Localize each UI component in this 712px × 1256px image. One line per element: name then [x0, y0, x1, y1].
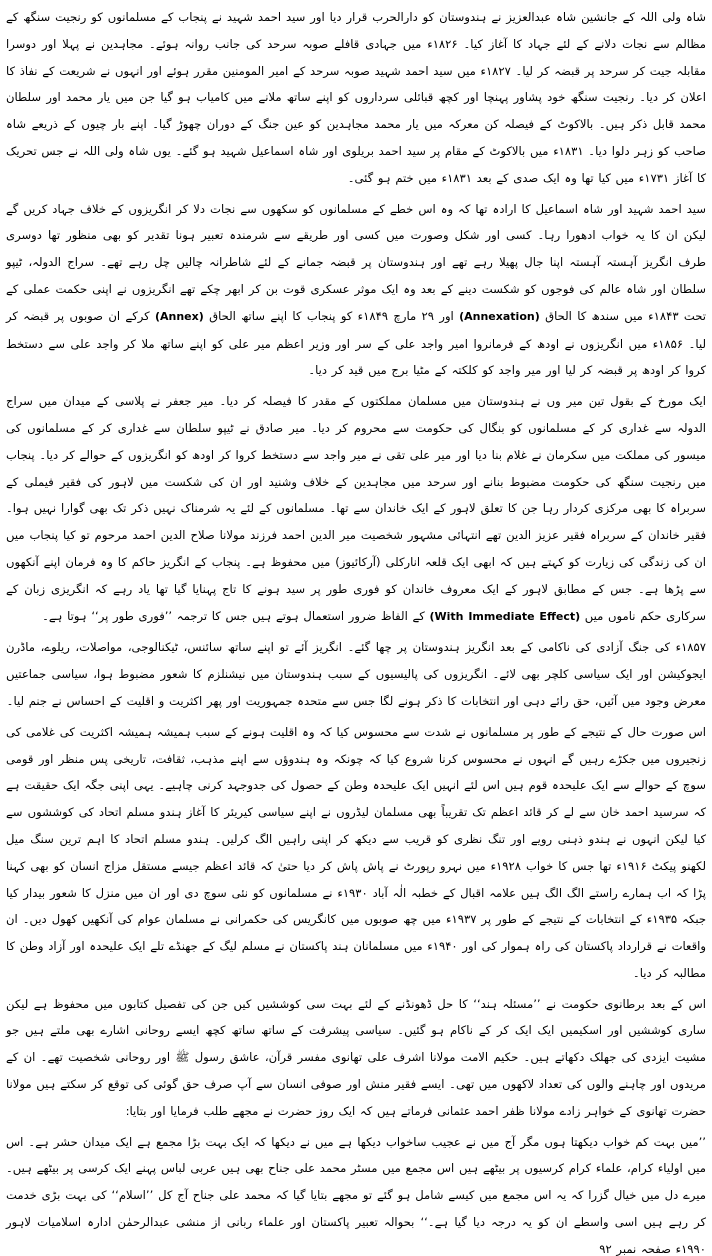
- english-term: (Annexation): [459, 309, 540, 323]
- paragraph-text: شاہ ولی اللہ کے جانشین شاہ عبدالعزیز نے ہندوستان کو دارالحرب قرار دیا اور سید احمد شہید نے پنجاب کے مسلمانوں کو رنجیت سنگھ کے مظالم سے نجات دلانے کے لئے جہاد کا آغاز کیا۔ ۱۸۲۶ء میں جہادی قافلے صوبہ سرحد کی جانب روانہ ہوئے۔ مجاہدین نے پہلا اور دوسرا مقابلہ جیت کر سرحد پر قبضہ کر لیا۔ ۱۸۲۷ء میں سید احمد شہید صوبہ سرحد کے امیر المومنین مقرر ہوئے اور انہوں نے شریعت کے نفاذ کا اعلان کر دیا۔ رنجیت سنگھ خود پشاور پہنچا اور کچھ قبائلی سرداروں کو اپنے ساتھ ملانے میں کامیاب ہو گیا جن میں یار محمد اور سلطان محمد قابل ذکر ہیں۔ بالاکوٹ کے فیصلہ کن معرکہ میں یار محمد مجاہدین کو عین جنگ کے دوران چھوڑ گیا۔ اپنے بار چیوں کے ذریعے شاہ صاحب کو زہر دلوا دیا۔ ۱۸۳۱ء میں بالاکوٹ کے مقام پر سید احمد بریلوی اور شاہ اسماعیل شہید ہو گئے۔ یوں شاہ ولی اللہ نے جس تحریک کا آغاز ۱۷۳۱ء میں کیا تھا وہ ایک صدی کے بعد ۱۸۳۱ء میں ختم ہو گئی۔: [6, 10, 707, 185]
- paragraph-text: اور ۲۹ مارچ ۱۸۴۹ء کو پنجاب کا اپنے ساتھ الحاق: [203, 308, 460, 323]
- paragraph-text: ایک مورخ کے بقول تین میر وں نے ہندوستان میں مسلمان مملکتوں کے مقدر کا فیصلہ کر دیا۔ میر جعفر نے پلاسی کے میدان میں سراج الدولہ سے غداری کر کے مسلمانوں کو بنگال کی حکومت سے محروم کر دیا۔ میر صادق نے ٹیپو سلطان سے غداری کر کے مسلمانوں کی میسور کی مملکت میں سکرمان نے غلام بنا دیا اور میر علی تقی نے میر واجد سے دستخط کروا کر اودھ کو انگریزوں کے حوالے کر دیا۔ پنجاب میں رنجیت سنگھ کی حکومت مضبوط بنانے اور سرحد میں مجاہدین کے خلاف وشنید اور ان کی شکست میں لاہور کی فقیر فیملی کے سربراہ کا بھی مرکزی کردار رہا جن کا تعلق لاہور کے ایک خاندان سے تھا۔ مسلمانوں کے لئے یہ شرمناک نہیں ذکر تک بھی گوارا نہیں ہوا۔ فقیر خاندان کے سربراہ فقیر عزیز الدین تھے انتہائی مشہور شخصیت میر الدین احمد فرزند مولانا صلاح الدین احمد مرحوم تو کیا پنجاب میں ان کی زندگی کی زیارت کو کہتے ہیں کہ ابھی ایک قلعہ انارکلی (آرکائیوز) میں محفوظ ہے۔ پنجاب کے انگریز حاکم کا وہ فرمان اپنے آنکھوں سے پڑھا ہے۔ جس کے مطابق لاہور کے ایک معروف خاندان کو فوری طور پر سید ہونے کا تاج پہنایا گیا تھا یاد رہے کہ انگریزی زبان کے سرکاری حکم ناموں میں: [6, 394, 706, 623]
- paragraph-text: سید احمد شہید اور شاہ اسماعیل کا ارادہ تھا کہ وہ اس خطے کے مسلمانوں کو سکھوں سے نجات دلا کر انگریزوں کے خلاف جہاد کریں گے لیکن ان کا یہ خواب ادھورا رہا۔ کسی اور شکل وصورت میں کسی اور طریقے سے شرمندہ تعبیر ہونا تقدیر کو بھی منظور تھا دوسری طرف انگریز آہستہ آہستہ اپنا جال پھیلا رہے تھے اور ہندوستان پر قبضہ جمانے کے لئے شاطرانہ چالیں چل رہے تھے۔ سراج الدولہ، ٹیپو سلطان اور شاہ عالم کی فوجوں کو شکست دینے کے بعد وہ ایک موثر عسکری قوت بن کر ابھر چکے تھے انگریزوں نے اپنی حکمت عملی کے تحت ۱۸۴۳ء میں سندھ کا الحاق: [6, 201, 706, 323]
- paragraph: [6, 4, 706, 192]
- paragraph-text: اس کے بعد برطانوی حکومت نے ’’مسئلہ ہند‘‘ کا حل ڈھونڈنے کے لئے بہت سی کوششیں کیں جن کی تفصیل کتابوں میں محفوظ ہے لیکن ساری کوششیں اور اسکیمیں ایک ایک کر کے ناکام ہو گئیں۔ سیاسی پیشرفت کے ساتھ ساتھ کچھ ایسے روحانی اشارے بھی ملتے ہیں جو مشیت ایزدی کی جھلک دکھاتے ہیں۔ حکیم الامت مولانا اشرف علی تھانوی مفسر قرآن، عاشق رسول ﷺ اور روحانی شخصیت تھے۔ ان کے مریدوں اور چاہنے والوں کی تعداد لاکھوں میں تھی۔ ایسے فقیر منش اور صوفی انسان سے آپ صرف حق گوئی کی توقع کر سکتے ہیں مولانا حضرت تھانوی کے خواہر زادے مولانا ظفر احمد عثمانی فرماتے ہیں کہ ایک روز حضرت نے مجھے طلب فرمایا اور بتایا:: [6, 996, 706, 1118]
- paragraph-text: کے الفاظ ضرور استعمال ہوتے ہیں جس کا ترجمہ ’’فوری طور پر‘‘ ہوتا ہے۔: [42, 608, 430, 623]
- paragraph: [6, 1129, 706, 1256]
- english-term: (Annex): [154, 309, 204, 323]
- paragraph-text: ۱۸۵۷ء کی جنگ آزادی کی ناکامی کے بعد انگریز ہندوستان پر چھا گئے۔ انگریز آئے تو اپنے ساتھ سائنس، ٹیکنالوجی، مواصلات، ریلوے، ماڈرن ایجوکیشن اور ایک سیاسی کلچر بھی لائے۔ انگریزوں کی پالیسیوں کے سبب ہندوستان میں نیشنلزم کا شعور مضبوط ہوا، سیاسی جماعتیں معرض وجود میں آئیں، حق رائے دہی اور انتخابات کا ذکر ہونے لگا جس سے متحدہ جمہوریت اور پھر اکثریت و اقلیت کے احساس نے جنم لیا۔: [6, 640, 706, 708]
- paragraph: [6, 196, 706, 385]
- paragraph-text: اس صورت حال کے نتیجے کے طور پر مسلمانوں نے شدت سے محسوس کیا کہ وہ اقلیت ہونے کے سبب ہمیشہ ہمیشہ اکثریت کی غلامی کی زنجیروں میں جکڑے رہیں گے انہوں نے محسوس کرنا شروع کیا کہ چونکہ وہ ہندوؤں سے اپنے مذہب، ثقافت، تاریخی پس منظر اور قومی سوچ کے حوالے سے ایک علیحدہ قوم ہیں اس لئے انہیں ایک علیحدہ وطن کے حصول کی جدوجہد کرنی چاہیے۔ یہی اپنی جگہ ایک حقیقت ہے کہ سرسید احمد خان سے لے کر قائد اعظم تک تقریباً بھی مسلمان لیڈروں نے اپنے سیاسی کیریئر کا آغاز ہندو مسلم اتحاد کی کوششوں سے کیا لیکن انہوں نے ہندو ذہنی رویے اور تنگ نظری کو قریب سے دیکھ کر اپنی راہیں الگ کرلیں۔ ہندو مسلم اتحاد کا اہم ترین سنگ میل لکھنو پیکٹ ۱۹۱۶ء تھا جس کا خواب ۱۹۲۸ء میں نہرو رپورٹ نے پاش پاش کر دیا حتیٰ کہ قائد اعظم جیسے مستقل مزاج انسان کو بھی کہنا پڑا کہ اب ہمارے راستے الگ الگ ہیں علامہ اقبال کے خطبہ الٰہ آباد ۱۹۳۰ء نے مسلمانوں کو نئی سوچ دی اور ان میں منزل کا شعور بیدار کیا جبکہ ۱۹۳۵ء کے انتخابات کے نتیجے کے طور پر ۱۹۳۷ء میں چھ صوبوں میں کانگریس کی حکمرانی نے مسلمان عوام کی آنکھیں کھول دیں۔ ان واقعات نے قرارداد پاکستان کی راہ ہموار کی اور ۱۹۴۰ء میں مسلمانان ہند پاکستان نے مسلم لیگ کے جھنڈے تلے ایک علیحدہ اور آزاد وطن کا مطالبہ کر دیا۔: [6, 724, 707, 980]
- english-term: (With Immediate Effect): [429, 609, 581, 623]
- paragraph-text: ’’میں بہت کم خواب دیکھتا ہوں مگر آج میں نے عجیب ساخواب دیکھا ہے میں نے دیکھا کہ ایک بہت بڑا مجمع ہے ایک میدان حشر ہے۔ اس میں اولیاء کرام، علماء کرام کرسیوں پر بیٹھے ہیں اس مجمع میں مسٹر محمد علی جناح بھی ہیں عربی لباس پہنے ایک کرسی پر بیٹھے ہیں۔ میرے دل میں خیال گزرا کہ یہ اس مجمع میں کیسے شامل ہو گئے تو مجھے بتایا گیا کہ محمد علی جناح آج کل ’’اسلام‘‘ کی بہت بڑی خدمت کر رہے ہیں اسی واسطے ان کو یہ درجہ دیا گیا ہے۔‘‘ بحوالہ تعبیر پاکستان اور علماء ربانی از منشی عبدالرحمٰن ادارہ اسلامیات لاہور ۱۹۹۰ء صفحہ نمبر ۹۲: [6, 1134, 706, 1256]
- paragraph: [6, 388, 706, 630]
- paragraph: [6, 634, 706, 714]
- paragraph-text: کرکے ان صوبوں پر قبضہ کر لیا۔ ۱۸۵۶ء میں انگریزوں نے اودھ کے فرمانروا امیر واجد علی کے سر اور وزیر اعظم میر علی کو اپنے ساتھ ملا کر واجد علی سے دستخط کروا کر اودھ پر قبضہ کر لیا اور میر واجد کو کلکتہ کے مٹیا برج میں قید کر دیا۔: [6, 308, 706, 378]
- paragraph: [6, 991, 706, 1125]
- paragraph: [6, 719, 706, 987]
